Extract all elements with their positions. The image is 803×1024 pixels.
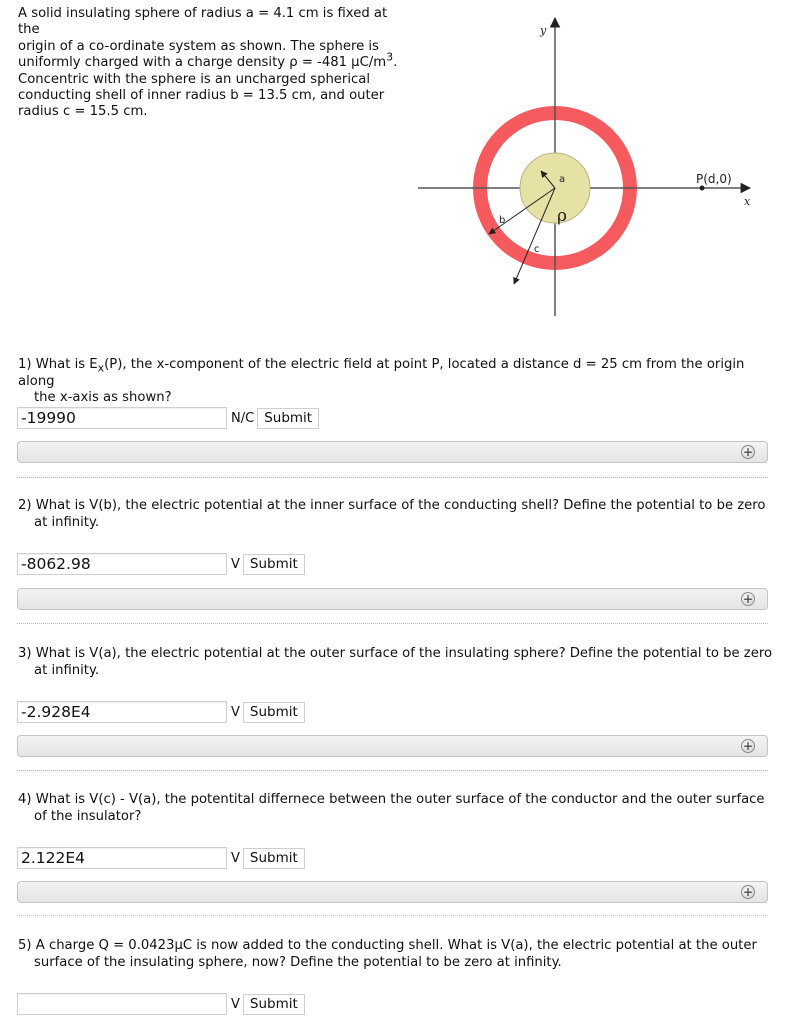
answer-row-5 xyxy=(17,992,305,1016)
problem-line: radius c = 15.5 cm. xyxy=(18,104,148,120)
submit-button-1[interactable]: Submit xyxy=(257,408,319,429)
rho-label: ρ xyxy=(557,206,567,226)
divider xyxy=(17,770,768,771)
hint-bar-4[interactable] xyxy=(17,881,768,903)
question-text: 1) What is E xyxy=(18,357,98,372)
problem-statement xyxy=(18,6,408,121)
answer-row-3 xyxy=(17,700,305,724)
problem-line: A solid insulating sphere of radius a = 4.1 cm is fixed at the xyxy=(18,6,388,38)
problem-line: conducting shell of inner radius b = 13.5 cm, and outer xyxy=(18,88,385,104)
question-3 xyxy=(18,646,778,679)
answer-input-5[interactable] xyxy=(17,993,227,1015)
c-label: c xyxy=(534,244,540,255)
answer-input-1[interactable] xyxy=(17,407,227,429)
question-text: the x-axis as shown? xyxy=(34,390,172,406)
question-text: 4) What is V(c) - V(a), the potentital differnece between the outer surface of the conductor and the outer surface xyxy=(18,792,765,807)
divider xyxy=(17,623,768,624)
question-text: 3) What is V(a), the electric potential at the outer surface of the insulating sphere? Define the potential to be zero xyxy=(18,646,773,661)
hint-bar-1[interactable] xyxy=(17,441,768,463)
answer-input-2[interactable] xyxy=(17,553,227,575)
submit-button-5[interactable]: Submit xyxy=(243,994,305,1015)
problem-line: uniformly charged with a charge density ρ = -481 μC/m xyxy=(18,55,387,71)
submit-button-3[interactable]: Submit xyxy=(243,702,305,723)
subscript: x xyxy=(97,361,105,375)
plus-circle-icon[interactable]: + xyxy=(742,885,754,899)
question-text: at infinity. xyxy=(34,662,100,678)
question-text: (P), the x-component of the electric field at point P, located a distance d = 25 cm from the origin along xyxy=(18,357,745,389)
x-label: x xyxy=(744,195,751,208)
submit-button-4[interactable]: Submit xyxy=(243,848,305,869)
answer-row-4 xyxy=(17,846,305,870)
point-p xyxy=(700,186,705,191)
plus-circle-icon[interactable]: + xyxy=(742,445,754,459)
question-text: 5) A charge Q = 0.0423μC is now added to the conducting shell. What is V(a), the electric potential at the outer xyxy=(18,938,757,953)
b-label: b xyxy=(499,215,506,226)
problem-line: Concentric with the sphere is an uncharged spherical xyxy=(18,71,371,87)
diagram xyxy=(410,8,770,318)
unit-label: V xyxy=(231,556,240,572)
answer-input-4[interactable] xyxy=(17,847,227,869)
submit-button-2[interactable]: Submit xyxy=(243,554,305,575)
hint-bar-2[interactable] xyxy=(17,588,768,610)
question-4 xyxy=(18,792,778,825)
divider xyxy=(17,915,768,916)
plus-circle-icon[interactable]: + xyxy=(742,739,754,753)
unit-label: V xyxy=(231,704,240,720)
plus-circle-icon[interactable]: + xyxy=(742,592,754,606)
hint-bar-3[interactable] xyxy=(17,735,768,757)
problem-line: origin of a co-ordinate system as shown. The sphere is xyxy=(18,38,379,54)
answer-row-1 xyxy=(17,406,319,430)
period: . xyxy=(393,55,398,71)
divider xyxy=(17,477,768,478)
question-text: surface of the insulating sphere, now? Define the potential to be zero at infinity. xyxy=(34,954,562,970)
exponent: 3 xyxy=(386,50,394,64)
a-label: a xyxy=(559,174,566,185)
answer-row-2 xyxy=(17,552,305,576)
point-p-label: P(d,0) xyxy=(696,172,732,186)
question-text: of the insulator? xyxy=(34,808,142,824)
unit-label: N/C xyxy=(231,410,255,426)
unit-label: V xyxy=(231,850,240,866)
question-2 xyxy=(18,498,778,531)
question-1 xyxy=(18,357,778,407)
answer-input-3[interactable] xyxy=(17,701,227,723)
unit-label: V xyxy=(231,996,240,1012)
question-text: at infinity. xyxy=(34,514,100,530)
question-5 xyxy=(18,938,778,971)
y-label: y xyxy=(540,24,547,37)
question-text: 2) What is V(b), the electric potential at the inner surface of the conducting shell? Define the potential to be zero xyxy=(18,498,766,513)
